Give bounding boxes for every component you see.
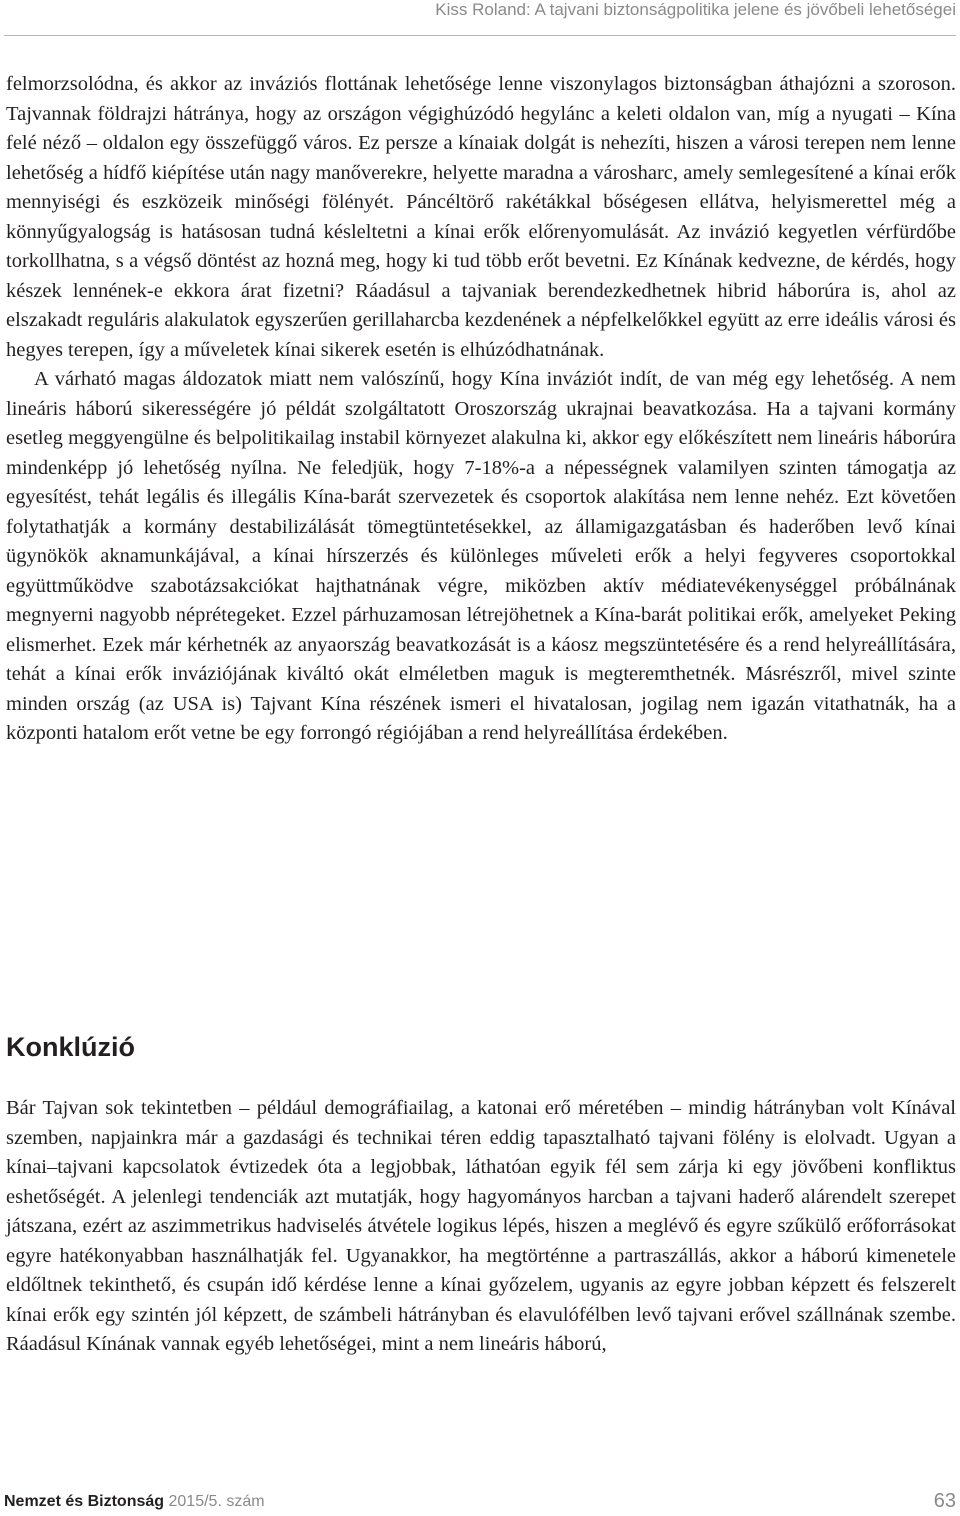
conclusion-body [6,1094,956,1360]
page-footer [4,1493,265,1511]
article-body [6,70,956,749]
conclusion-paragraph: Bár Tajvan sok tekintetben – például demográfiailag, a katonai erő méretében – mindig hátrányban volt Kínával szemben, napjainkra már a gazdasági és technikai téren eddig tapasztalható tajvani fölény is elolvadt. Ugyan a kínai–tajvani kapcsolatok évtizedek óta a legjobbak, láthatóan egyik fél sem zárja ki egy jövőbeni konfliktus eshetőségét. A jelenlegi tendenciák azt mutatják, hogy hagyományos harcban a tajvani haderő alárendelt szerepet játszana, ezért az aszimmetrikus hadviselés átvétele logikus lépés, hiszen a meglévő és egyre szűkülő erőforrásokat egyre hatékonyabban használhatják fel. Ugyanakkor, ha megtörténne a partraszállás, akkor a háború kimenetele eldőltnek tekinthető, és csupán idő kérdése lenne a kínai győzelem, ugyanis az egyre jobban képzett és felszerelt kínai erők egy szintén jól képzett, de számbeli hátrányban és elavulófélben levő tajvani erővel szállnának szembe. Ráadásul Kínának vannak egyéb lehetőségei, mint a nem lineáris háború, [6,1097,956,1355]
header-divider [4,35,956,36]
paragraph-2: A várható magas áldozatok miatt nem valószínű, hogy Kína inváziót indít, de van még egy lehetőség. A nem lineáris háború sikerességére jó példát szolgáltatott Oroszország ukrajnai beavatkozása. Ha a tajvani kormány esetleg meggyengülne és belpolitikailag instabil környezet alakulna ki, akkor egy előkészített nem lineáris háborúra mindenképp jó lehetőség nyílna. Ne feledjük, hogy 7-18%-a a népességnek valamilyen szinten támogatja az egyesítést, tehát legális és illegális Kína-barát szervezetek és csoportok alakítása nem lenne nehéz. Ezt követően folytathatják a kormány destabilizálását tömegtüntetésekkel, az államigazgatásban és haderőben levő kínai ügynökök aknamunkájával, a kínai hírszerzés és különleges műveleti erők a helyi fegyveres csoportokkal együttműködve szabotázsakciókat hajthatnának végre, miközben aktív médiatevékenységgel próbálnának megnyerni nagyobb néprétegeket. Ezzel párhuzamosan létrejöhetnek a Kína-barát politikai erők, amelyeket Peking elismerhet. Ezek már kérhetnék az anyaország beavatkozását is a káosz megszüntetésére és a rend helyreállítására, tehát a kínai erők inváziójának kiváltó okát elméletben maguk is megteremthetnék. Másrészről, mivel szinte minden ország (az USA is) Tajvant Kína részének ismeri el hivatalosan, jogilag nem igazán vitathatnák, ha a központi hatalom erőt vetne be egy forrongó régiójában a rend helyreállítása érdekében. [6,368,956,744]
running-header: Kiss Roland: A tajvani biztonságpolitika jelene és jövőbeli lehetőségei [435,0,956,19]
paragraph-1: felmorzsolódna, és akkor az inváziós flottának lehetősége lenne viszonylagos biztonságban áthajózni a szoroson. Tajvannak földrajzi hátránya, hogy az országon végighúzódó hegylánc a keleti oldalon van, míg a nyugati – Kína felé néző – oldalon egy összefüggő város. Ez persze a kínaiak dolgát is nehezíti, hiszen a városi terepen nem lenne lehetőség a hídfő kiépítése után nagy manőverekre, helyette maradna a városharc, amely semlegesítené a kínai erők mennyiségi és eszközeik minőségi fölényét. Páncéltörő rakétákkal bőségesen ellátva, helyismerettel még a könnyűgyalogság is hatásosan tudná késleltetni a kínai erők előrenyomulását. Az invázió kegyetlen vérfürdőbe torkollhatna, s a végső döntést az hozná meg, hogy ki tud több erőt bevetni. Ez Kínának kedvezne, de kérdés, hogy készek lennének-e ekkora árat fizetni? Ráadásul a tajvaniak berendezkedhetnek hibrid háborúra is, ahol az elszakadt reguláris alakulatok egyszerűen gerillaharcba kezdenének a népfelkelőkkel együtt az erre ideális városi és hegyes terepen, így a műveletek kínai sikerek esetén is elhúzódhatnának. [6,73,956,361]
section-heading-conclusion: Konklúzió [6,1032,135,1062]
journal-name: Nemzet és Biztonság [4,1493,165,1510]
page-number: 63 [933,1490,956,1512]
issue-label: 2015/5. szám [168,1493,265,1510]
